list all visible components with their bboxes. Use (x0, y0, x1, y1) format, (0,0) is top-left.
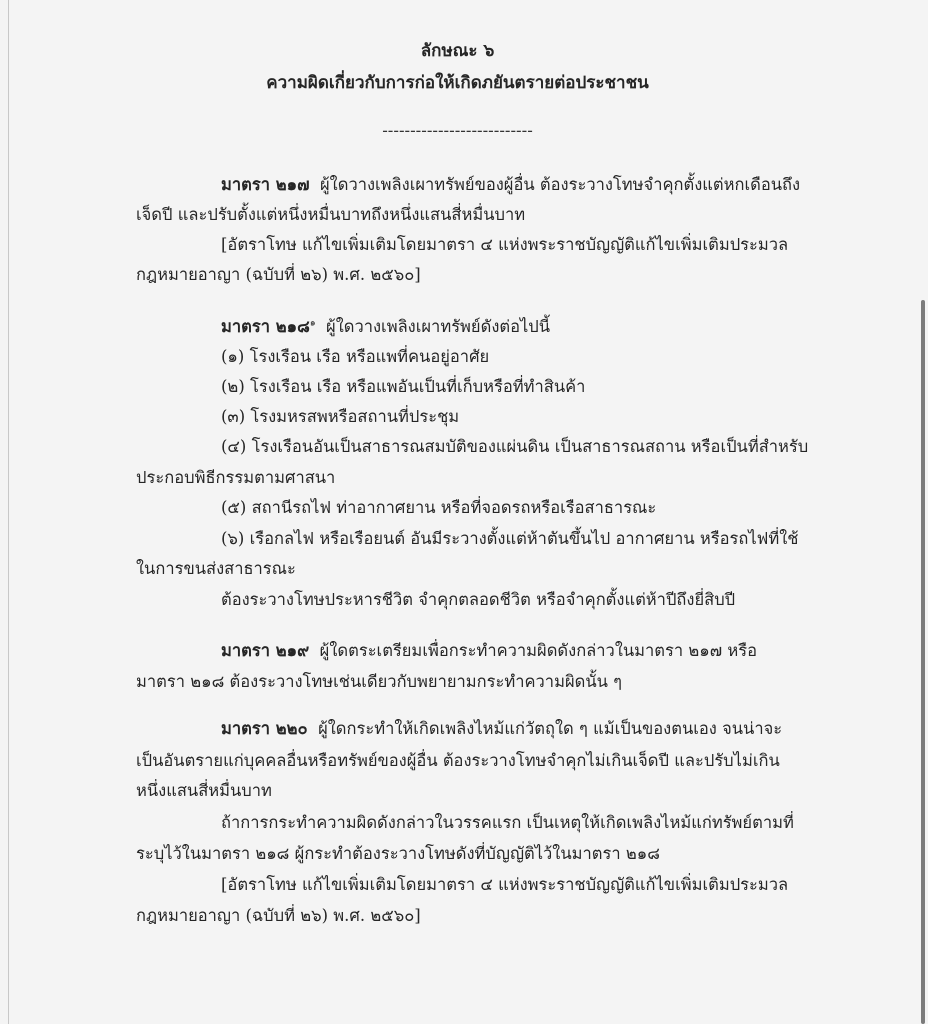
section-218-text-1: ผู้ใดวางเพลิงเผาทรัพย์ดังต่อไปนี้ (326, 317, 551, 336)
section-218-label: มาตรา ๒๑๘ (221, 317, 310, 336)
section-220-text-1: ผู้ใดกระทำให้เกิดเพลิงไหม้แก่วัตถุใด ๆ แม้เป็นของตนเอง จนน่าจะ (318, 719, 783, 738)
section-217-label: มาตรา ๒๑๗ (221, 175, 310, 194)
section-217-first-line (221, 174, 800, 196)
vertical-scrollbar[interactable] (918, 0, 928, 1024)
scrollbar-thumb[interactable] (921, 300, 925, 1024)
section-218-item-5: (๕) สถานีรถไฟ ท่าอากาศยาน หรือที่จอดรถหรือเรือสาธารณะ (221, 498, 657, 517)
section-220-para2-line-1: ถ้าการกระทำความผิดดังกล่าวในวรรคแรก เป็นเหตุให้เกิดเพลิงไหม้แก่ทรัพย์ตามที่ (221, 813, 794, 832)
section-218-item-6b: ในการขนส่งสาธารณะ (136, 559, 296, 578)
document-subtitle: ความผิดเกี่ยวกับการก่อให้เกิดภยันตรายต่อประชาชน (266, 73, 649, 93)
section-217-text-1: ผู้ใดวางเพลิงเผาทรัพย์ของผู้อื่น ต้องระวางโทษจำคุกตั้งแต่หกเดือนถึง (320, 175, 801, 194)
section-220-text-2: เป็นอันตรายแก่บุคคลอื่นหรือทรัพย์ของผู้อื่น ต้องระวางโทษจำคุกไม่เกินเจ็ดปี และปรับไม่เกิน (136, 751, 780, 770)
title-separator: --------------------------- (382, 121, 533, 140)
section-219-label: มาตรา ๒๑๙ (221, 641, 310, 660)
section-220-para2-line-2: ระบุไว้ในมาตรา ๒๑๘ ผู้กระทำต้องระวางโทษดังที่บัญญัติไว้ในมาตรา ๒๑๘ (136, 844, 660, 863)
section-218-item-4b: ประกอบพิธีกรรมตามศาสนา (136, 468, 336, 487)
section-217-note-2: กฎหมายอาญา (ฉบับที่ ๒๖) พ.ศ. ๒๕๖๐] (136, 265, 421, 284)
section-218-item-3: (๓) โรงมหรสพหรือสถานที่ประชุม (221, 407, 460, 426)
section-218-first-line (221, 316, 550, 338)
section-219-text-2: มาตรา ๒๑๘ ต้องระวางโทษเช่นเดียวกับพยายามกระทำความผิดนั้น ๆ (136, 672, 623, 691)
section-220-first-line (221, 718, 782, 740)
section-218-item-6a: (๖) เรือกลไฟ หรือเรือยนต์ อันมีระวางตั้งแต่ห้าตันขึ้นไป อากาศยาน หรือรถไฟที่ใช้ (221, 529, 799, 548)
section-218-item-4a: (๔) โรงเรือนอันเป็นสาธารณสมบัติของแผ่นดิน เป็นสาธารณสถาน หรือเป็นที่สำหรับ (221, 437, 809, 456)
section-220-note-2: กฎหมายอาญา (ฉบับที่ ๒๖) พ.ศ. ๒๕๖๐] (136, 906, 421, 925)
section-218-item-2: (๒) โรงเรือน เรือ หรือแพอันเป็นที่เก็บหรือที่ทำสินค้า (221, 377, 586, 396)
section-218-penalty: ต้องระวางโทษประหารชีวิต จำคุกตลอดชีวิต หรือจำคุกตั้งแต่ห้าปีถึงยี่สิบปี (221, 590, 736, 609)
section-217-note-1: [อัตราโทษ แก้ไขเพิ่มเติมโดยมาตรา ๔ แห่งพระราชบัญญัติแก้ไขเพิ่มเติมประมวล (221, 235, 789, 254)
document-title: ลักษณะ ๖ (420, 41, 495, 61)
section-218-footnote-mark: ๑ (309, 318, 316, 329)
section-220-note-1: [อัตราโทษ แก้ไขเพิ่มเติมโดยมาตรา ๔ แห่งพระราชบัญญัติแก้ไขเพิ่มเติมประมวล (221, 875, 789, 894)
section-217-text-2: เจ็ดปี และปรับตั้งแต่หนึ่งหมื่นบาทถึงหนึ่งแสนสี่หมื่นบาท (136, 205, 526, 224)
section-219-text-1: ผู้ใดตระเตรียมเพื่อกระทำความผิดดังกล่าวในมาตรา ๒๑๗ หรือ (319, 641, 758, 660)
section-220-text-3: หนึ่งแสนสี่หมื่นบาท (136, 781, 272, 800)
section-218-item-1: (๑) โรงเรือน เรือ หรือแพที่คนอยู่อาศัย (221, 347, 490, 366)
section-220-label: มาตรา ๒๒๐ (221, 719, 308, 738)
section-219-first-line (221, 640, 757, 662)
